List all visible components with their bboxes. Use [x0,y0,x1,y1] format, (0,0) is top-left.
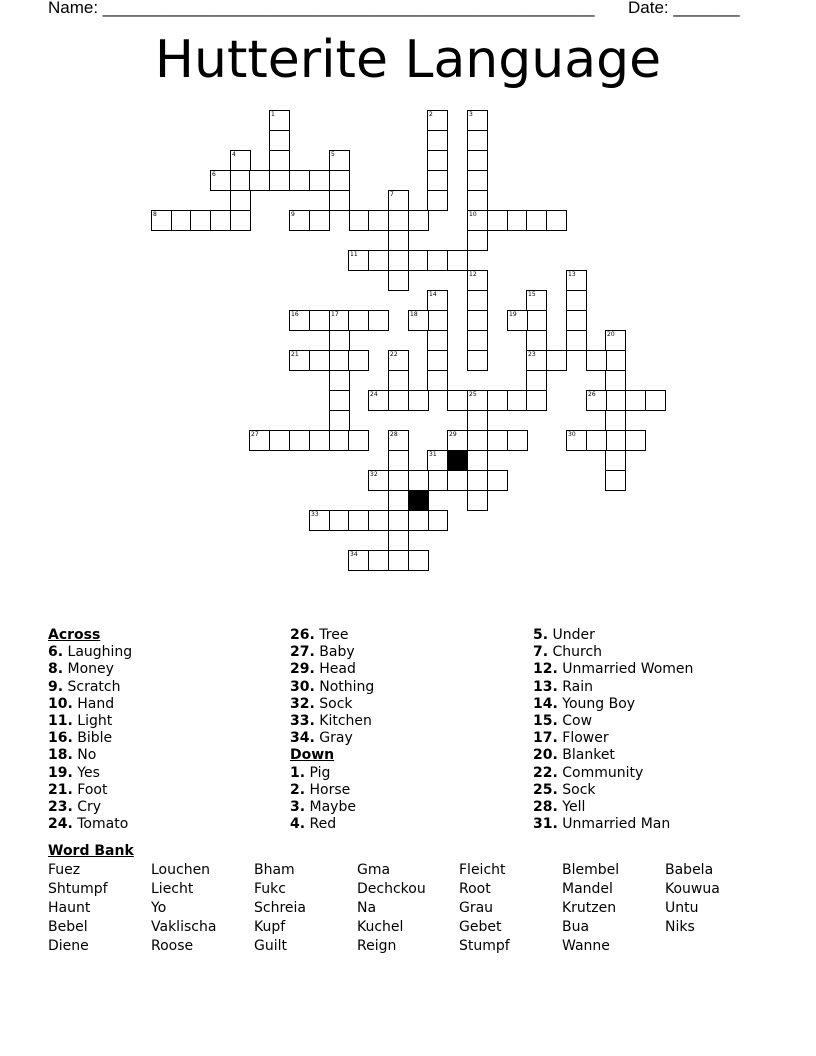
word-bank-word: Untu [665,900,699,916]
word-bank-word: Vaklischa [151,919,217,935]
clue-item [290,679,530,696]
clue-text: Under [548,627,595,643]
clue-text: Head [314,661,356,678]
clue-text: Sock [557,781,596,798]
crossword-cell[interactable] [447,250,468,271]
clue-number: 27. [290,644,315,661]
clue-text: Cry [72,799,102,816]
clue-number: 2. [290,781,306,798]
crossword-cell[interactable] [230,190,251,211]
crossword-cell[interactable] [427,250,448,271]
crossword-cell[interactable] [329,190,350,211]
clue-item [533,765,773,782]
clue-number-label: 9 [291,211,295,218]
clue-item [533,747,773,764]
clue-number: 31. [533,816,558,833]
clue-number-label: 23 [528,351,536,358]
clue-number: 14. [533,695,558,712]
crossword-cell[interactable] [625,430,646,451]
word-bank-word: Gma [357,862,391,878]
crossword-cell[interactable] [427,350,448,371]
crossword-cell[interactable] [348,430,369,451]
crossword-cell[interactable] [467,490,488,511]
crossword-cell[interactable] [408,390,429,411]
crossword-cell[interactable] [408,550,429,571]
crossword-cell[interactable] [467,470,488,491]
clue-number: 6. [48,644,64,661]
crossword-cell[interactable] [269,150,290,171]
clue-number-label: 3 [469,111,473,118]
crossword-cell[interactable] [348,510,369,531]
clue-item [48,816,288,833]
word-bank-word: Babela [665,862,714,878]
word-bank-word: Bebel [48,919,88,935]
crossword-cell[interactable] [388,250,409,271]
clue-number: 23. [48,799,73,816]
crossword-cell[interactable] [388,370,409,391]
clue-number: 25. [533,781,558,798]
clue-number: 11. [48,713,73,730]
clue-number: 26. [290,627,315,643]
clue-number: 5. [533,627,549,643]
crossword-cell[interactable] [249,170,270,191]
clue-text: Community [557,764,644,781]
crossword-cell[interactable] [329,390,350,411]
crossword-cell[interactable] [427,170,448,191]
word-bank-word: Kuchel [357,919,404,935]
crossword-cell[interactable] [427,150,448,171]
clue-number: 13. [533,678,558,695]
crossword-cell[interactable] [309,310,330,331]
clue-number-label: 7 [390,191,394,198]
crossword-cell[interactable] [388,490,409,511]
word-bank-word: Guilt [254,938,287,954]
word-bank-word: Wanne [562,938,610,954]
crossword-cell[interactable] [388,230,409,251]
clue-text: Young Boy [557,695,636,712]
crossword-cell[interactable] [408,470,429,491]
clue-number-label: 1 [271,111,275,118]
clue-item [48,661,288,678]
crossword-cell[interactable] [210,210,231,231]
crossword-cell[interactable] [348,310,369,331]
clue-text: Unmarried Women [557,661,694,678]
clue-number: 32. [290,695,315,712]
crossword-cell[interactable] [467,290,488,311]
clue-number: 4. [290,816,306,833]
clue-item [290,765,530,782]
clue-item [290,782,530,799]
crossword-cell[interactable] [427,470,448,491]
clue-number: 1. [290,764,306,781]
clue-number-label: 8 [153,211,157,218]
clue-number: 19. [48,764,73,781]
word-bank-word: Dechckou [357,881,426,897]
clue-number: 7. [533,644,549,661]
crossword-cell[interactable] [289,170,310,191]
crossword-cell[interactable] [487,430,508,451]
word-bank-word: Liecht [151,881,194,897]
crossword-cell[interactable] [427,330,448,351]
crossword-cell[interactable] [526,370,547,391]
crossword-cell[interactable] [467,170,488,191]
crossword-cell[interactable] [467,150,488,171]
word-bank-word: Grau [459,900,494,916]
clue-number-label: 34 [350,551,358,558]
clue-number-label: 2 [429,111,433,118]
clue-item [533,782,773,799]
clue-item [48,730,288,747]
clue-text: Tree [314,627,349,643]
clue-number-label: 5 [331,151,335,158]
clue-number: 9. [48,678,64,695]
clue-item [48,696,288,713]
crossword-block [408,490,429,511]
clue-number: 30. [290,678,315,695]
crossword-cell[interactable] [368,550,389,571]
clue-number-label: 19 [509,311,517,318]
word-bank-word: Haunt [48,900,91,916]
clue-number: 33. [290,713,315,730]
word-bank-word: Niks [665,919,695,935]
clue-item [48,765,288,782]
crossword-cell[interactable] [329,330,350,351]
clue-text: Scratch [63,678,121,695]
crossword-cell[interactable] [467,330,488,351]
clue-number: 15. [533,713,558,730]
clue-text: Hand [72,695,115,712]
clue-number-label: 20 [607,331,615,338]
clue-text: Yes [72,764,100,781]
crossword-cell[interactable] [190,210,211,231]
clue-item [533,661,773,678]
clues-column-1 [48,627,288,833]
clue-item [290,661,530,678]
clue-item [533,799,773,816]
crossword-cell[interactable] [605,410,626,431]
word-bank-heading: Word Bank [48,843,134,859]
word-bank-word: Bua [562,919,590,935]
clue-number-label: 14 [429,291,437,298]
clue-section-heading: Down [290,747,335,764]
clue-text: Rain [557,678,594,695]
clue-item [533,713,773,730]
crossword-cell[interactable] [487,210,508,231]
crossword-cell[interactable] [368,310,389,331]
crossword-cell[interactable] [329,430,350,451]
clue-item [48,713,288,730]
clue-number-label: 30 [568,431,576,438]
crossword-cell[interactable] [586,430,607,451]
word-bank-word: Schreia [254,900,306,916]
clue-text: Church [548,644,603,661]
word-bank-word: Bham [254,862,295,878]
crossword-cell[interactable] [408,510,429,531]
crossword-cell[interactable] [487,390,508,411]
clue-number-label: 13 [568,271,576,278]
clue-text: Money [63,661,114,678]
clues-column-2 [290,627,530,833]
clue-item [533,627,773,644]
clue-text: Light [72,713,113,730]
clue-number: 16. [48,730,73,747]
clue-item [290,799,530,816]
crossword-cell[interactable] [388,450,409,471]
clue-text: Yell [557,799,586,816]
clue-number: 22. [533,764,558,781]
crossword-cell[interactable] [171,210,192,231]
crossword-block [447,450,468,471]
crossword-cell[interactable] [605,470,626,491]
word-bank-word: Kouwua [665,881,720,897]
clue-item [533,696,773,713]
clue-number: 17. [533,730,558,747]
clue-number-label: 25 [469,391,477,398]
clue-number: 10. [48,695,73,712]
crossword-cell[interactable] [566,290,587,311]
crossword-cell[interactable] [427,310,448,331]
clue-number-label: 18 [410,311,418,318]
word-bank-word: Roose [151,938,194,954]
crossword-cell[interactable] [526,330,547,351]
crossword-cell[interactable] [349,210,370,231]
word-bank-word: Root [459,881,491,897]
crossword-cell[interactable] [605,350,626,371]
crossword-cell[interactable] [230,170,251,191]
crossword-cell[interactable] [467,230,488,251]
date-field-label: Date: _______ [628,0,740,17]
clue-item [48,679,288,696]
clue-number: 21. [48,781,73,798]
clue-item [290,644,530,661]
clue-number: 29. [290,661,315,678]
crossword-cell[interactable] [388,470,409,491]
clue-item [290,730,530,747]
crossword-cell[interactable] [427,370,448,391]
clue-number-label: 4 [232,151,236,158]
crossword-cell[interactable] [309,430,330,451]
clue-text: No [72,747,97,764]
clue-number-label: 10 [469,211,477,218]
crossword-cell[interactable] [566,330,587,351]
crossword-cell[interactable] [388,510,409,531]
crossword-cell[interactable] [566,310,587,331]
clue-number-label: 22 [390,351,398,358]
clue-text: Foot [72,781,108,798]
clue-item [48,799,288,816]
clue-item [290,816,530,833]
crossword-cell[interactable] [526,210,547,231]
clue-item [48,782,288,799]
word-bank-word: Kupf [254,919,286,935]
clue-number-label: 6 [212,171,216,178]
clue-item [290,713,530,730]
word-bank-word: Louchen [151,862,211,878]
crossword-cell[interactable] [309,170,330,191]
crossword-cell[interactable] [605,430,626,451]
clue-text: Unmarried Man [557,816,671,833]
crossword-cell[interactable] [467,410,488,431]
crossword-cell[interactable] [388,210,409,231]
word-bank-word: Na [357,900,377,916]
crossword-cell[interactable] [269,430,290,451]
crossword-cell[interactable] [269,130,290,151]
crossword-cell[interactable] [348,350,369,371]
clue-number: 18. [48,747,73,764]
clues-column-3 [533,627,773,833]
crossword-cell[interactable] [329,510,350,531]
crossword-cell[interactable] [408,210,429,231]
crossword-cell[interactable] [467,450,488,471]
crossword-cell[interactable] [368,210,389,231]
crossword-cell[interactable] [447,470,468,491]
clue-text: Sock [314,695,353,712]
clue-number-label: 17 [331,311,339,318]
clue-item [533,730,773,747]
clue-number: 12. [533,661,558,678]
crossword-cell[interactable] [467,190,488,211]
clue-item [48,644,288,661]
crossword-cell[interactable] [388,270,409,291]
clue-text: Gray [314,730,353,747]
clue-number-label: 12 [469,271,477,278]
crossword-cell[interactable] [329,350,350,371]
clue-number-label: 16 [291,311,299,318]
word-bank-word: Shtumpf [48,881,108,897]
crossword-cell[interactable] [586,350,607,371]
clue-number: 3. [290,799,306,816]
crossword-cell[interactable] [526,390,547,411]
clue-text: Cow [557,713,593,730]
word-bank-word: Blembel [562,862,620,878]
clue-text: Horse [305,781,351,798]
clue-text: Baby [314,644,355,661]
clue-number-label: 33 [311,511,319,518]
clue-text: Pig [305,764,331,781]
crossword-cell[interactable] [625,390,646,411]
clue-number-label: 15 [528,291,536,298]
crossword-cell[interactable] [507,210,528,231]
clue-text: Nothing [314,678,375,695]
clue-item [533,679,773,696]
clue-text: Maybe [305,799,356,816]
crossword-cell[interactable] [605,370,626,391]
crossword-cell[interactable] [427,190,448,211]
clue-text: Bible [72,730,113,747]
word-bank-word: Fleicht [459,862,506,878]
crossword-cell[interactable] [368,510,389,531]
clue-number-label: 28 [390,431,398,438]
crossword-cell[interactable] [309,350,330,371]
clue-text: Flower [557,730,609,747]
clue-number-label: 27 [251,431,259,438]
crossword-cell[interactable] [467,130,488,151]
page-title: Hutterite Language [154,30,662,90]
clue-text: Blanket [557,747,615,764]
word-bank-word: Diene [48,938,89,954]
clue-item [48,747,288,764]
word-bank-word: Krutzen [562,900,617,916]
clue-number-label: 29 [449,431,457,438]
crossword-cell[interactable] [368,250,389,271]
clue-text: Kitchen [314,713,372,730]
crossword-cell[interactable] [507,430,528,451]
crossword-cell[interactable] [289,430,310,451]
clue-text: Red [305,816,337,833]
crossword-cell[interactable] [526,310,547,331]
word-bank-word: Yo [151,900,167,916]
clue-number: 8. [48,661,64,678]
crossword-cell[interactable] [546,350,567,371]
clue-item [533,816,773,833]
crossword-cell[interactable] [507,390,528,411]
clue-number: 34. [290,730,315,747]
word-bank-word: Gebet [459,919,502,935]
clue-number-label: 31 [429,451,437,458]
clue-text: Tomato [72,816,129,833]
crossword-cell[interactable] [467,430,488,451]
crossword-cell[interactable] [329,410,350,431]
crossword-cell[interactable] [427,130,448,151]
crossword-cell[interactable] [230,210,251,231]
clue-item [290,696,530,713]
clue-number-label: 26 [588,391,596,398]
crossword-cell[interactable] [388,390,409,411]
clue-number-label: 21 [291,351,299,358]
crossword-cell[interactable] [329,170,350,191]
clue-number: 20. [533,747,558,764]
crossword-cell[interactable] [427,510,448,531]
crossword-cell[interactable] [447,390,468,411]
crossword-cell[interactable] [408,250,429,271]
crossword-cell[interactable] [645,390,666,411]
clue-number-label: 24 [370,391,378,398]
crossword-cell[interactable] [605,390,626,411]
crossword-cell[interactable] [269,170,290,191]
crossword-cell[interactable] [546,210,567,231]
clue-section-heading: Across [48,627,101,643]
word-bank-word: Mandel [562,881,613,897]
crossword-cell[interactable] [388,550,409,571]
word-bank-word: Fukc [254,881,286,897]
crossword-cell[interactable] [487,470,508,491]
crossword-cell[interactable] [329,370,350,391]
clue-number: 24. [48,816,73,833]
word-bank-word: Reign [357,938,397,954]
crossword-cell[interactable] [467,310,488,331]
clue-item [533,644,773,661]
word-bank-word: Fuez [48,862,81,878]
crossword-cell[interactable] [388,530,409,551]
clue-item [290,627,530,644]
name-field-label: Name: ____________________________________________________ [48,0,595,17]
crossword-cell[interactable] [309,210,330,231]
word-bank-word: Stumpf [459,938,510,954]
clue-number-label: 11 [350,251,358,258]
clue-number-label: 32 [370,471,378,478]
clue-number: 28. [533,799,558,816]
crossword-cell[interactable] [467,350,488,371]
clue-text: Laughing [63,644,133,661]
crossword-cell[interactable] [605,450,626,471]
